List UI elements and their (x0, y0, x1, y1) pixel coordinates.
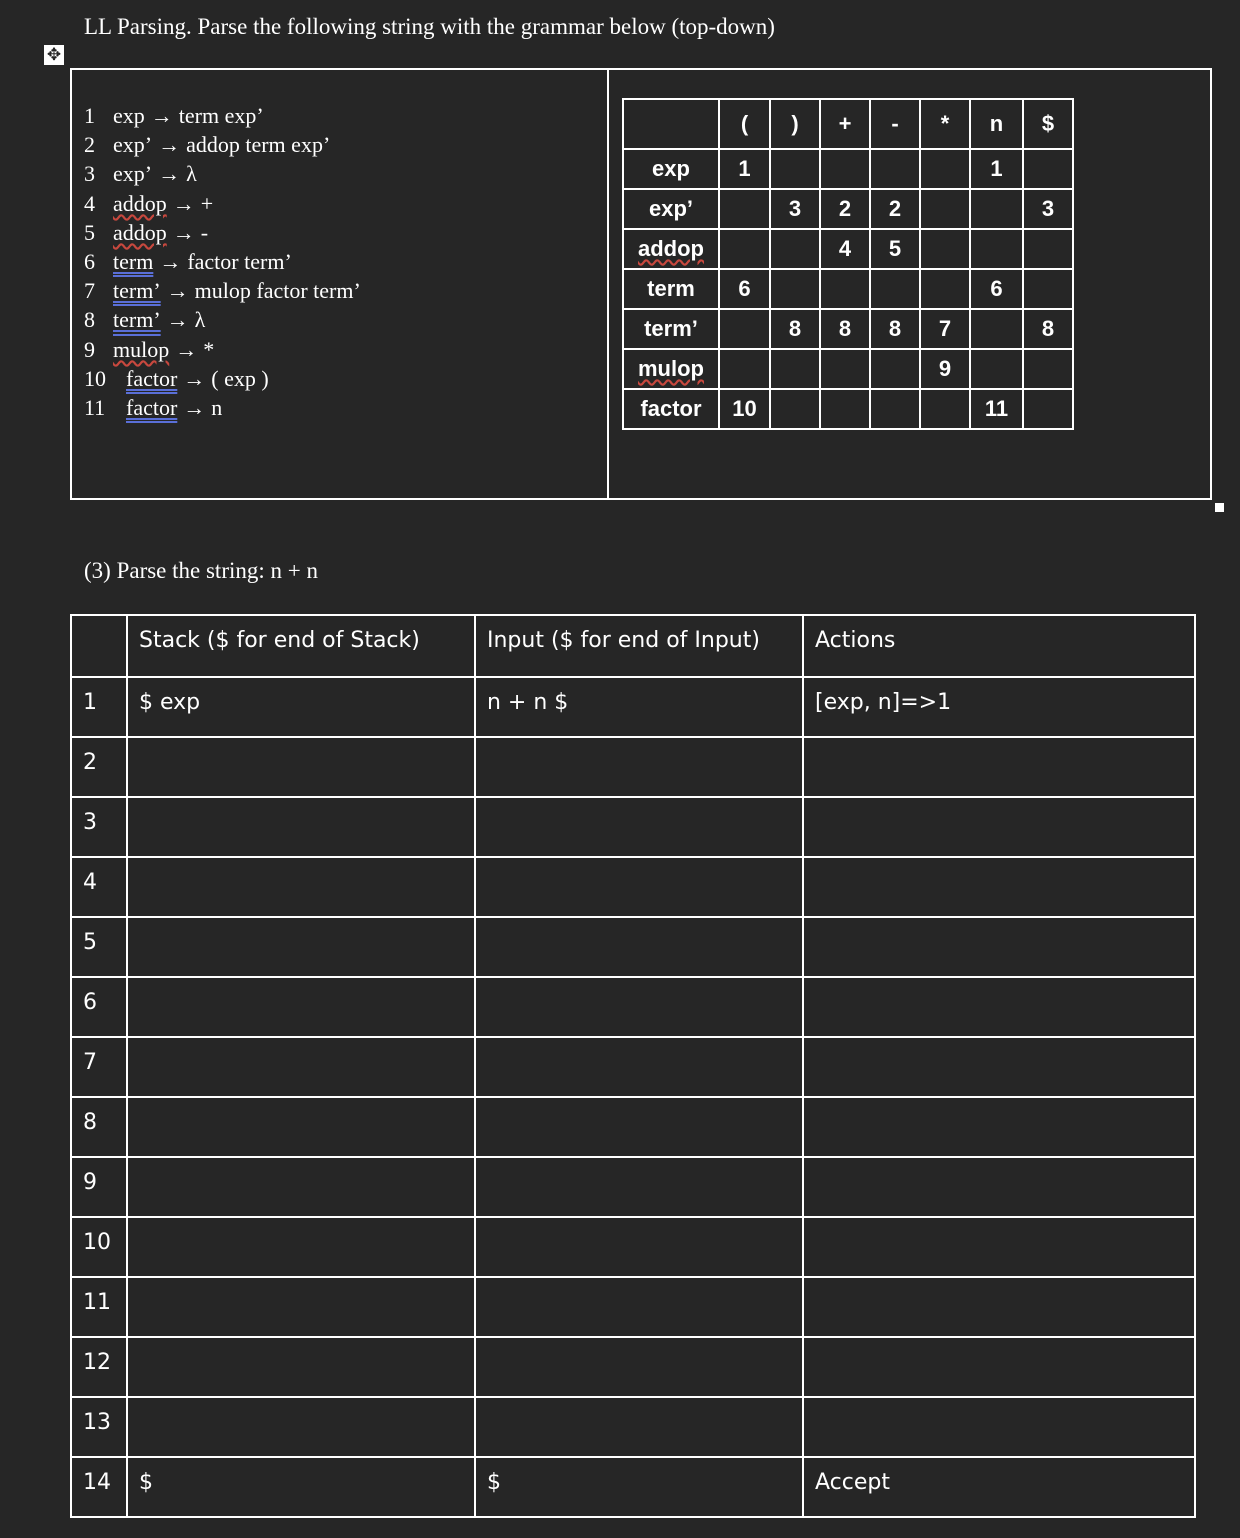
grammar-rule (84, 247, 361, 276)
arrow-icon: → (183, 395, 206, 421)
action-cell[interactable] (803, 1157, 1195, 1217)
parse-header-cell: Actions (803, 615, 1195, 677)
ll-cell (870, 149, 920, 189)
ll-cell (770, 149, 820, 189)
parse-row (71, 677, 1195, 737)
parse-header-cell: Stack ($ for end of Stack) (127, 615, 475, 677)
move-handle-icon[interactable]: ✥ (44, 45, 64, 65)
step-number: 2 (71, 737, 127, 797)
rule-lhs: factor (126, 395, 178, 421)
action-cell[interactable] (803, 1037, 1195, 1097)
ll-cell (1023, 349, 1073, 389)
input-cell[interactable]: $ (475, 1457, 803, 1517)
ll-cell (1023, 389, 1073, 429)
ll-cell (719, 189, 770, 229)
arrow-icon: → (159, 249, 182, 275)
rule-number: 9 (84, 336, 95, 362)
ll-nonterminal: exp (623, 149, 719, 189)
ll-terminal-header: ) (770, 99, 820, 149)
ll-cell (770, 229, 820, 269)
ll-row (623, 389, 1073, 429)
grammar-rules (84, 101, 361, 422)
grammar-rule (84, 364, 361, 393)
grammar-rule (84, 218, 361, 247)
stack-cell[interactable] (127, 1277, 475, 1337)
parse-row (71, 1037, 1195, 1097)
step-number: 1 (71, 677, 127, 737)
input-cell[interactable]: n + n $ (475, 677, 803, 737)
ll-nonterminal: factor (623, 389, 719, 429)
rule-rhs: addop term exp’ (186, 132, 331, 158)
ll-nonterminal: term’ (623, 309, 719, 349)
action-cell[interactable]: [exp, n]=>1 (803, 677, 1195, 737)
action-cell[interactable] (803, 1397, 1195, 1457)
input-cell[interactable] (475, 977, 803, 1037)
rule-lhs: exp’ (113, 161, 153, 187)
stack-cell[interactable] (127, 1397, 475, 1457)
step-number: 9 (71, 1157, 127, 1217)
ll-cell (820, 149, 870, 189)
ll-cell (820, 349, 870, 389)
stack-cell[interactable] (127, 1157, 475, 1217)
ll-cell (719, 229, 770, 269)
ll-nonterminal: exp’ (623, 189, 719, 229)
rule-rhs: - (200, 219, 209, 245)
ll-cell (920, 189, 970, 229)
rule-rhs: mulop factor term’ (194, 278, 361, 304)
ll-terminal-header: ( (719, 99, 770, 149)
rule-lhs: exp (113, 103, 145, 128)
container-divider (607, 68, 609, 500)
ll-cell: 8 (770, 309, 820, 349)
ll-cell (870, 349, 920, 389)
rule-number: 2 (84, 132, 95, 158)
ll-cell (870, 389, 920, 429)
ll-cell: 2 (820, 189, 870, 229)
rule-number: 3 (84, 161, 95, 187)
ll-cell (1023, 269, 1073, 309)
action-cell[interactable] (803, 1097, 1195, 1157)
ll-cell (820, 389, 870, 429)
parse-row (71, 1457, 1195, 1517)
parse-trace-table (70, 614, 1196, 1518)
ll-cell (719, 309, 770, 349)
grammar-rule (84, 130, 361, 159)
stack-cell[interactable] (127, 1337, 475, 1397)
input-cell[interactable] (475, 917, 803, 977)
ll-cell (820, 269, 870, 309)
ll-terminal-header: - (870, 99, 920, 149)
ll-cell: 6 (970, 269, 1023, 309)
ll-cell: 1 (719, 149, 770, 189)
step-number: 14 (71, 1457, 127, 1517)
input-cell[interactable] (475, 1037, 803, 1097)
input-cell[interactable] (475, 737, 803, 797)
rule-rhs: term exp’ (178, 103, 264, 128)
ll-cell (920, 389, 970, 429)
step-number: 7 (71, 1037, 127, 1097)
step-number: 3 (71, 797, 127, 857)
ll-row (623, 349, 1073, 389)
rule-number: 8 (84, 307, 95, 333)
ll-cell: 8 (1023, 309, 1073, 349)
ll-terminal-header: $ (1023, 99, 1073, 149)
ll-row (623, 189, 1073, 229)
rule-rhs: + (200, 190, 214, 216)
ll-cell (970, 229, 1023, 269)
arrow-icon: → (166, 307, 189, 333)
parse-row (71, 977, 1195, 1037)
rule-rhs: n (211, 395, 223, 421)
ll-cell (770, 269, 820, 309)
stack-cell[interactable] (127, 1217, 475, 1277)
ll-cell (920, 229, 970, 269)
input-cell[interactable] (475, 1337, 803, 1397)
rule-lhs: term’ (113, 278, 161, 304)
ll-nonterminal: addop (623, 229, 719, 269)
arrow-icon: → (166, 278, 189, 304)
step-number: 4 (71, 857, 127, 917)
parse-header-cell: Input ($ for end of Input) (475, 615, 803, 677)
rule-number: 10 (84, 365, 106, 391)
stack-cell[interactable]: $ (127, 1457, 475, 1517)
rule-lhs: factor (126, 365, 178, 391)
stack-cell[interactable] (127, 737, 475, 797)
input-cell[interactable] (475, 1397, 803, 1457)
ll-cell (770, 349, 820, 389)
stack-cell[interactable] (127, 1097, 475, 1157)
parse-row (71, 1277, 1195, 1337)
step-number: 6 (71, 977, 127, 1037)
page-title: LL Parsing. Parse the following string with the grammar below (top-down) (84, 14, 775, 39)
parse-string-label: (3) Parse the string: n + n (84, 558, 318, 583)
parse-row (71, 917, 1195, 977)
action-cell[interactable]: Accept (803, 1457, 1195, 1517)
rule-lhs: addop (113, 219, 167, 245)
rule-rhs: * (203, 336, 215, 362)
ll-cell: 1 (970, 149, 1023, 189)
ll-cell (770, 389, 820, 429)
arrow-icon: → (150, 103, 173, 128)
stack-cell[interactable] (127, 857, 475, 917)
input-cell[interactable] (475, 857, 803, 917)
grammar-rule (84, 276, 361, 305)
input-cell[interactable] (475, 1217, 803, 1277)
action-cell[interactable] (803, 1337, 1195, 1397)
input-cell[interactable] (475, 1277, 803, 1337)
rule-lhs: addop (113, 190, 167, 216)
rule-rhs: ( exp ) (211, 365, 269, 391)
input-cell[interactable] (475, 1097, 803, 1157)
rule-number: 1 (84, 103, 95, 128)
action-cell[interactable] (803, 857, 1195, 917)
ll-cell: 3 (770, 189, 820, 229)
action-cell[interactable] (803, 1217, 1195, 1277)
ll-cell: 8 (820, 309, 870, 349)
parse-header-cell (71, 615, 127, 677)
grammar-rule (84, 393, 361, 422)
step-number: 10 (71, 1217, 127, 1277)
rule-rhs: factor term’ (187, 249, 292, 275)
ll-corner-cell (623, 99, 719, 149)
ll-terminal-header: * (920, 99, 970, 149)
ll-nonterminal: mulop (623, 349, 719, 389)
grammar-rule (84, 305, 361, 334)
ll-cell (1023, 229, 1073, 269)
rule-number: 5 (84, 219, 95, 245)
parse-row (71, 737, 1195, 797)
step-number: 8 (71, 1097, 127, 1157)
step-number: 13 (71, 1397, 127, 1457)
parse-row (71, 1397, 1195, 1457)
ll-cell: 7 (920, 309, 970, 349)
ll-cell (719, 349, 770, 389)
arrow-icon: → (172, 219, 195, 245)
grammar-rule (84, 101, 361, 130)
rule-lhs: term’ (113, 307, 161, 333)
rule-lhs: mulop (113, 336, 170, 362)
ll-cell (870, 269, 920, 309)
rule-number: 7 (84, 278, 95, 304)
ll-cell (920, 269, 970, 309)
ll-cell (970, 309, 1023, 349)
ll-cell: 9 (920, 349, 970, 389)
grammar-rule (84, 335, 361, 364)
ll-cell (1023, 149, 1073, 189)
rule-lhs: exp’ (113, 132, 153, 158)
ll-row (623, 269, 1073, 309)
parse-row (71, 857, 1195, 917)
rule-number: 4 (84, 190, 95, 216)
stack-cell[interactable] (127, 1037, 475, 1097)
arrow-icon: → (172, 190, 195, 216)
action-cell[interactable] (803, 917, 1195, 977)
ll-cell: 8 (870, 309, 920, 349)
rule-number: 6 (84, 249, 95, 275)
ll-cell (970, 349, 1023, 389)
rule-rhs: λ (186, 161, 197, 187)
ll-cell (920, 149, 970, 189)
step-number: 11 (71, 1277, 127, 1337)
rule-number: 11 (84, 395, 106, 421)
arrow-icon: → (175, 336, 198, 362)
ll-terminal-header: n (970, 99, 1023, 149)
ll-terminal-header: + (820, 99, 870, 149)
step-number: 12 (71, 1337, 127, 1397)
parse-row (71, 1097, 1195, 1157)
ll-cell (970, 189, 1023, 229)
rule-lhs: term (113, 249, 154, 275)
action-cell[interactable] (803, 797, 1195, 857)
ll-cell: 10 (719, 389, 770, 429)
ll-row (623, 309, 1073, 349)
arrow-icon: → (183, 365, 206, 391)
grammar-rule (84, 189, 361, 218)
ll-header-row (623, 99, 1073, 149)
parse-row (71, 1217, 1195, 1277)
ll-row (623, 149, 1073, 189)
ll-cell: 5 (870, 229, 920, 269)
resize-handle-icon[interactable] (1215, 503, 1224, 512)
ll-parse-table (622, 98, 1074, 430)
ll-cell: 3 (1023, 189, 1073, 229)
ll-cell: 11 (970, 389, 1023, 429)
parse-row (71, 1337, 1195, 1397)
ll-nonterminal: term (623, 269, 719, 309)
parse-header-row (71, 615, 1195, 677)
ll-cell: 4 (820, 229, 870, 269)
parse-row (71, 1157, 1195, 1217)
stack-cell[interactable] (127, 977, 475, 1037)
input-cell[interactable] (475, 1157, 803, 1217)
action-cell[interactable] (803, 977, 1195, 1037)
ll-row (623, 229, 1073, 269)
stack-cell[interactable] (127, 917, 475, 977)
parse-row (71, 797, 1195, 857)
action-cell[interactable] (803, 1277, 1195, 1337)
ll-cell: 6 (719, 269, 770, 309)
stack-cell[interactable]: $ exp (127, 677, 475, 737)
arrow-icon: → (158, 161, 181, 187)
grammar-rule (84, 159, 361, 188)
ll-cell: 2 (870, 189, 920, 229)
rule-rhs: λ (194, 307, 206, 333)
action-cell[interactable] (803, 737, 1195, 797)
arrow-icon: → (158, 132, 181, 158)
step-number: 5 (71, 917, 127, 977)
input-cell[interactable] (475, 797, 803, 857)
stack-cell[interactable] (127, 797, 475, 857)
